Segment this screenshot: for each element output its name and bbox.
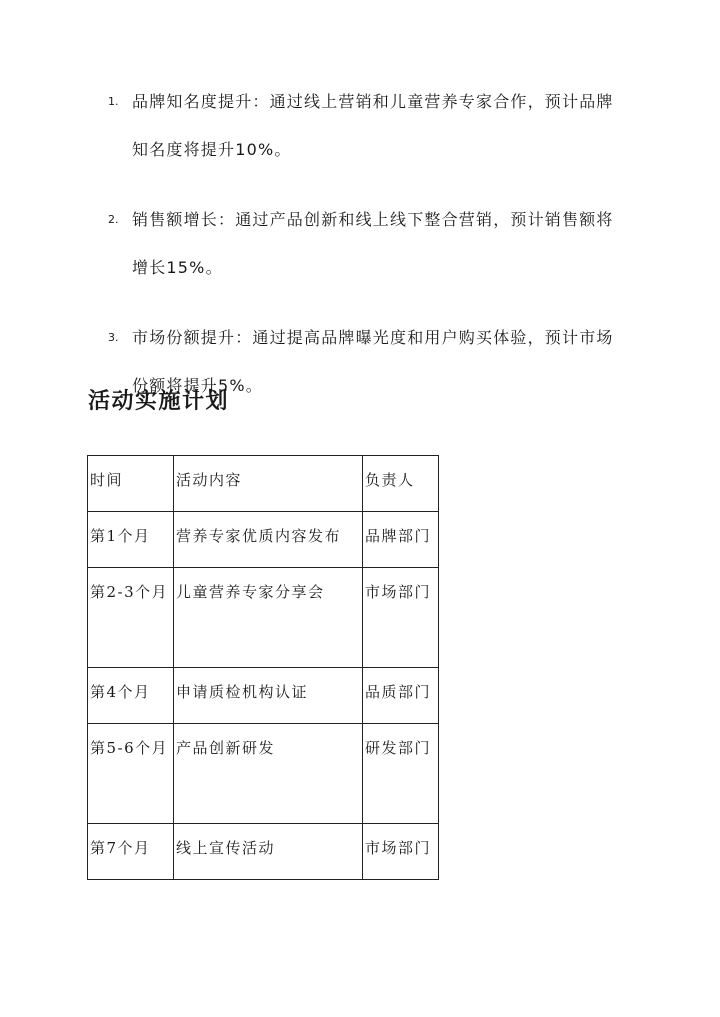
goal-text: 市场份额提升：通过提高品牌曝光度和用户购买体验，预计市场份额将提升5%。: [132, 328, 614, 395]
cell-content: 产品创新研发: [174, 724, 363, 824]
cell-content: 营养专家优质内容发布: [174, 512, 363, 568]
goal-number: 2.: [108, 213, 119, 226]
goal-item: [88, 196, 628, 292]
table-row: [88, 724, 439, 824]
goal-number: 3.: [108, 331, 119, 344]
table-row: [88, 512, 439, 568]
cell-period: 第4个月: [88, 668, 174, 724]
cell-content: 申请质检机构认证: [174, 668, 363, 724]
cell-content: 儿童营养专家分享会: [174, 568, 363, 668]
cell-owner: 市场部门: [363, 824, 439, 880]
cell-period: 第7个月: [88, 824, 174, 880]
cell-period: 第5-6个月: [88, 724, 174, 824]
goal-text: 销售额增长：通过产品创新和线上线下整合营销，预计销售额将增长15%。: [132, 210, 614, 277]
table-row: [88, 824, 439, 880]
cell-content: 线上宣传活动: [174, 824, 363, 880]
activity-plan-table: [87, 455, 439, 880]
table-row: [88, 668, 439, 724]
cell-owner: 品牌部门: [363, 512, 439, 568]
goal-number: 1.: [108, 95, 119, 108]
cell-period: 第2-3个月: [88, 568, 174, 668]
cell-owner: 市场部门: [363, 568, 439, 668]
header-cell-content: 活动内容: [174, 456, 363, 512]
cell-owner: 品质部门: [363, 668, 439, 724]
header-cell-owner: 负责人: [363, 456, 439, 512]
goal-list: [88, 78, 628, 432]
goal-item: [88, 78, 628, 174]
header-cell-time: 时间: [88, 456, 174, 512]
cell-owner: 研发部门: [363, 724, 439, 824]
table-row: [88, 568, 439, 668]
goal-text: 品牌知名度提升：通过线上营销和儿童营养专家合作，预计品牌知名度将提升10%。: [132, 92, 614, 159]
cell-period: 第1个月: [88, 512, 174, 568]
table-header-row: [88, 456, 439, 512]
section-title: 活动实施计划: [88, 388, 230, 414]
